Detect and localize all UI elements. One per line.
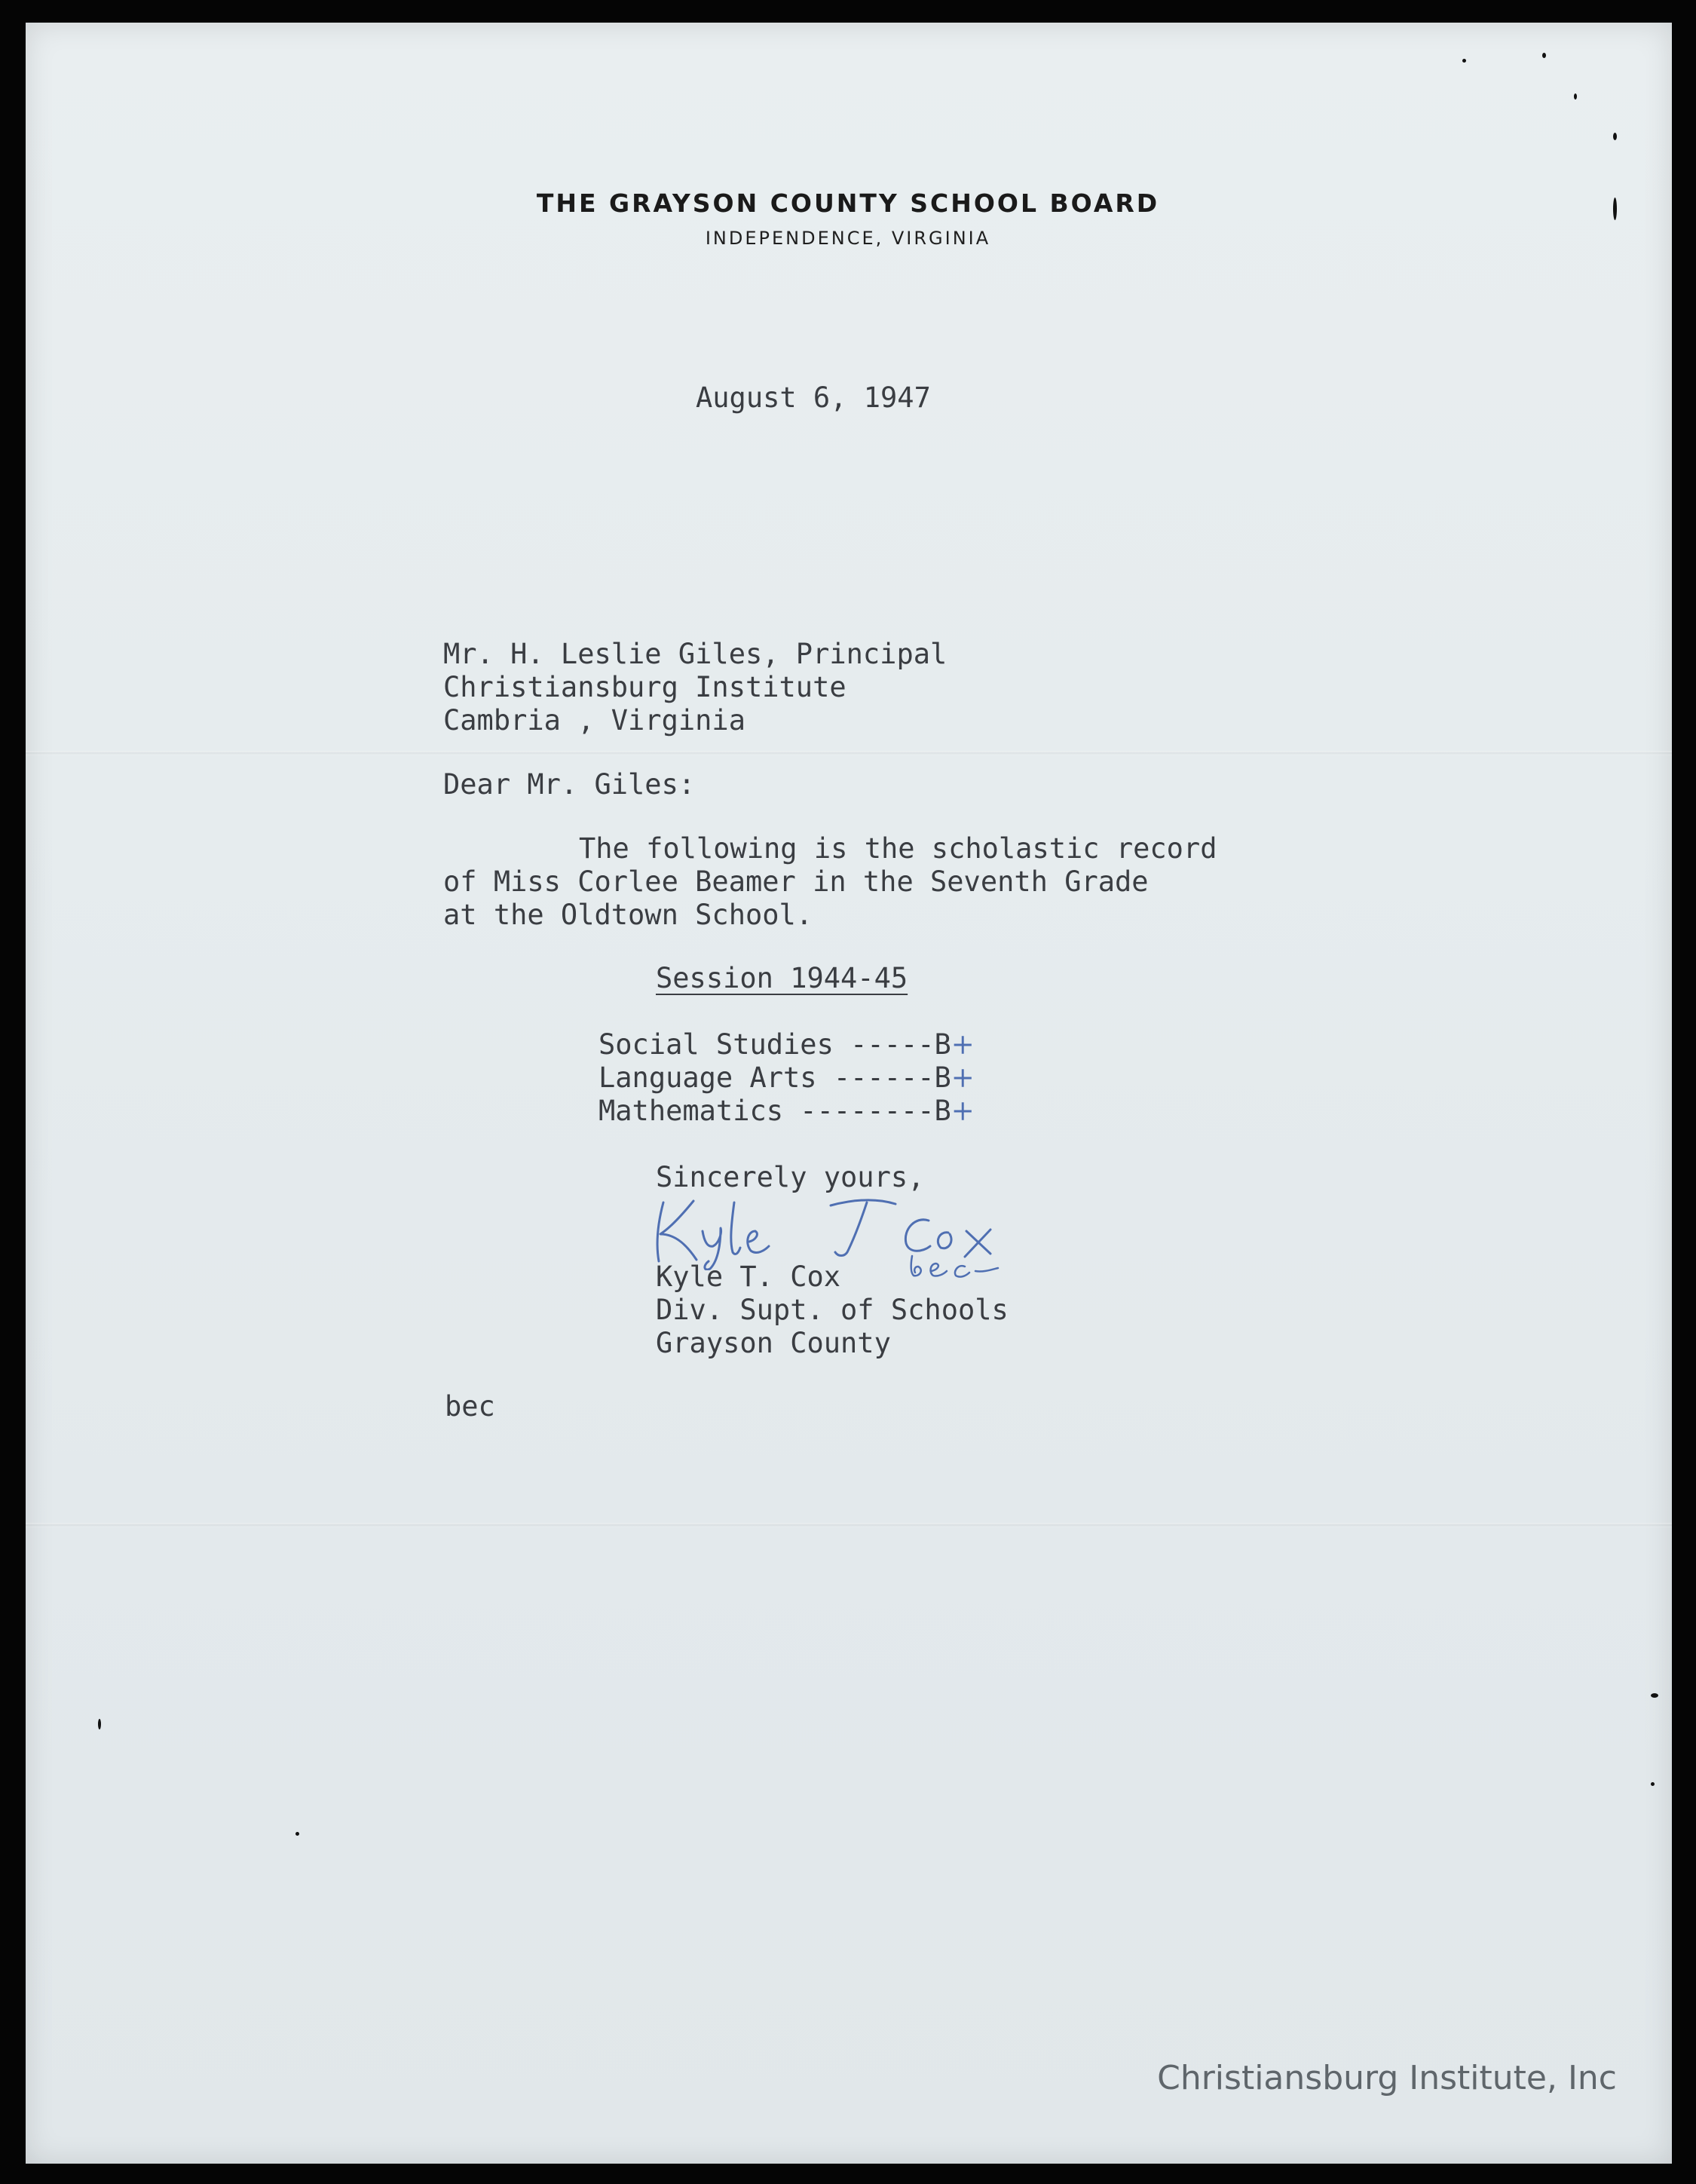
ink-speck	[1613, 133, 1617, 140]
signer-name: Kyle T. Cox	[656, 1260, 841, 1293]
recipient-line-3: Cambria , Virginia	[443, 704, 745, 737]
grade-subject: Mathematics --------B	[598, 1095, 951, 1127]
body-line-2: of Miss Corlee Beamer in the Seventh Grade	[443, 865, 1149, 898]
ink-speck	[1651, 1782, 1655, 1786]
session-heading: Session 1944-45	[656, 962, 908, 994]
letterhead-title: THE GRAYSON COUNTY SCHOOL BOARD	[536, 188, 1160, 218]
grade-mark-handwritten: +	[951, 1061, 975, 1094]
watermark: Christiansburg Institute, Inc	[1157, 2059, 1617, 2097]
body-line-3: at the Oldtown School.	[443, 899, 813, 931]
grade-subject: Language Arts ------B	[598, 1061, 951, 1094]
grade-mark-handwritten: +	[951, 1028, 975, 1061]
salutation: Dear Mr. Giles:	[443, 768, 696, 801]
ink-speck	[1542, 53, 1546, 58]
ink-speck	[1613, 198, 1617, 220]
grade-mark-handwritten: +	[951, 1095, 975, 1127]
grade-row	[598, 1061, 975, 1095]
closing: Sincerely yours,	[656, 1161, 925, 1193]
body-line-1: The following is the scholastic record	[579, 832, 1217, 865]
letterhead-location: INDEPENDENCE, VIRGINIA	[705, 228, 991, 249]
signer-county: Grayson County	[656, 1327, 891, 1359]
ink-speck	[98, 1719, 101, 1729]
paper-fold-upper	[26, 751, 1672, 755]
recipient-line-2: Christiansburg Institute	[443, 671, 846, 703]
grade-row	[598, 1028, 975, 1061]
typist-initials: bec	[445, 1390, 495, 1423]
ink-speck	[1651, 1693, 1658, 1698]
grade-subject: Social Studies -----B	[598, 1028, 951, 1061]
grade-row	[598, 1095, 975, 1128]
letter-date: August 6, 1947	[696, 381, 931, 414]
ink-speck	[1462, 59, 1466, 63]
recipient-line-1: Mr. H. Leslie Giles, Principal	[443, 638, 947, 670]
ink-speck	[295, 1832, 299, 1836]
paper-fold-lower	[26, 1523, 1672, 1527]
handwritten-initials	[905, 1251, 1003, 1282]
ink-speck	[1574, 93, 1577, 100]
signer-title: Div. Supt. of Schools	[656, 1294, 1009, 1326]
